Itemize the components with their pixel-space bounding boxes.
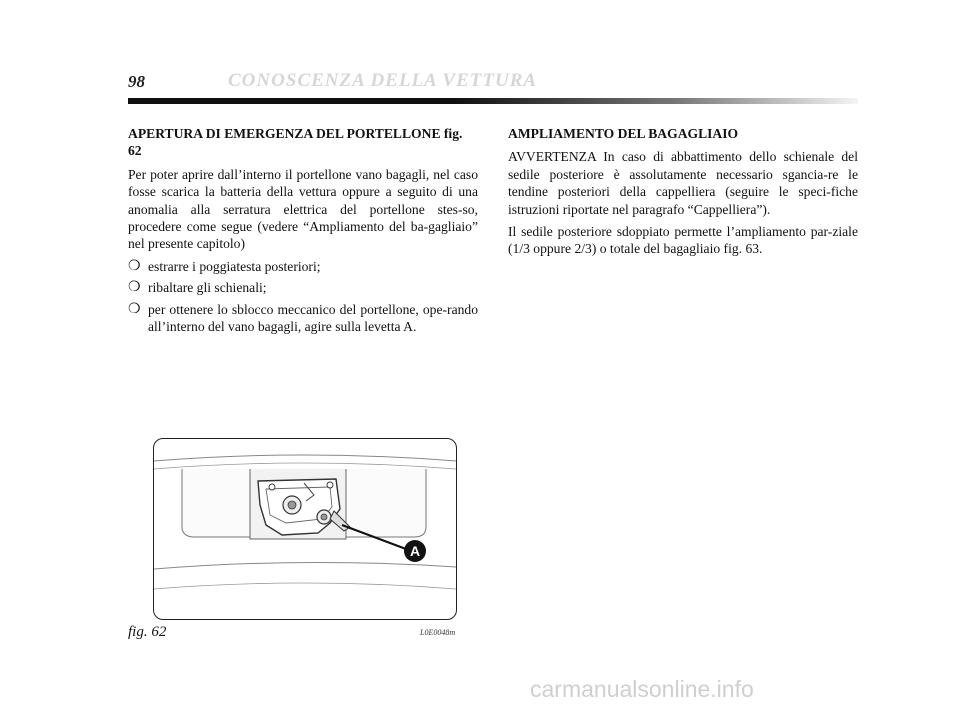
bullet-circle-icon: ❍ (128, 301, 141, 317)
left-column (128, 125, 478, 339)
figure-caption: fig. 62 (128, 624, 167, 640)
bullet-text: per ottenere lo sblocco meccanico del portellone, ope-rando all’interno del vano bagagli, agire sulla levetta A. (148, 301, 478, 335)
figure-code: L0E0048m (420, 628, 456, 637)
bullet-circle-icon: ❍ (128, 280, 141, 296)
page-header (128, 68, 858, 108)
bullet-text: estrarre i poggiatesta posteriori; (148, 258, 321, 274)
bullet-item (128, 301, 478, 336)
page-number: 98 (128, 72, 145, 91)
section-heading-emergency-opening: APERTURA DI EMERGENZA DEL PORTELLONE fig. 62 (128, 126, 463, 159)
bullet-circle-icon: ❍ (128, 258, 141, 274)
watermark-text: carmanualsonline.info (530, 676, 754, 702)
split-seat-paragraph: Il sedile posteriore sdoppiato permette l’ampliamento par-ziale (1/3 oppure 2/3) o totale del bagagliaio fig. 63. (508, 224, 858, 257)
figure-62-illustration (153, 438, 457, 620)
section-heading-luggage-extension: AMPLIAMENTO DEL BAGAGLIAIO (508, 126, 739, 141)
right-column (508, 125, 858, 263)
tailgate-lock-drawing (154, 439, 456, 619)
bullet-item (128, 258, 478, 275)
running-title: CONOSCENZA DELLA VETTURA (228, 70, 538, 91)
warning-paragraph: AVVERTENZA In caso di abbattimento dello schienale del sedile posteriore è assolutamente necessario sgancia-re le tendine posteriori della cappelliera (seguire le speci-fiche istruzioni riportate nel paragrafo “Cappelliera”). (508, 149, 858, 217)
bullet-item (128, 279, 478, 296)
intro-paragraph: Per poter aprire dall’interno il portellone vano bagagli, nel caso fosse scarica la batteria della vettura oppure a seguito di una anomalia alla serratura elettrica del portellone stes-so, procedere come segue (vedere “Ampliamento del ba-gagliaio” nel presente capitolo) (128, 166, 478, 252)
callout-label: A (409, 543, 421, 559)
header-rule (128, 98, 858, 104)
bullet-text: ribaltare gli schienali; (148, 280, 267, 296)
